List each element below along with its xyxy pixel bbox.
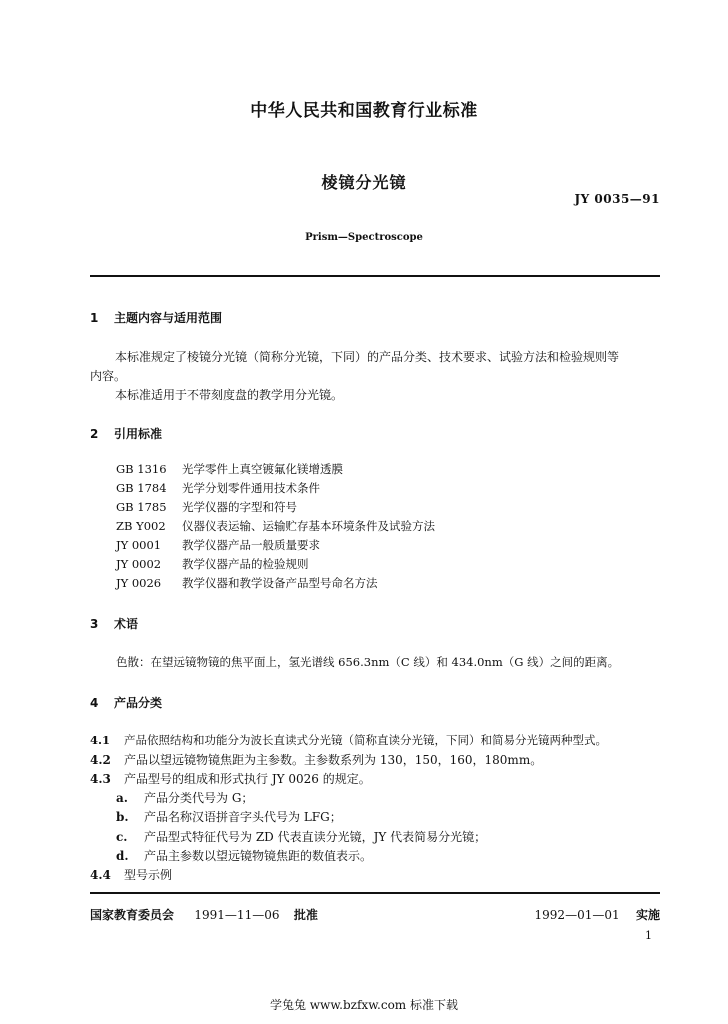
clause-4-1 <box>90 732 607 748</box>
clause-4-3-d <box>116 847 372 864</box>
section-title: 术语 <box>114 617 139 631</box>
clause-4-3 <box>90 770 371 787</box>
footer-rule <box>90 892 660 894</box>
reference-text: 教学仪器产品一般质量要求 <box>182 538 320 552</box>
section-number: 2 <box>90 427 99 441</box>
issue-label: 批准 <box>293 908 318 922</box>
standard-number: JY 0035—91 <box>574 192 660 206</box>
standard-category-title: 中华人民共和国教育行业标准 <box>250 101 478 121</box>
subclause-label: d. <box>116 849 129 863</box>
clause-number: 4.2 <box>90 753 111 767</box>
subclause-text: 产品主参数以望远镜物镜焦距的数值表示。 <box>144 849 373 863</box>
section-1-para-1-line-1: 本标准规定了棱镜分光镜（简称分光镜，下同）的产品分类、技术要求、试验方法和检验规则等 <box>115 350 620 364</box>
clause-text: 型号示例 <box>124 868 173 882</box>
reference-item <box>116 480 320 496</box>
reference-item <box>116 518 435 534</box>
clause-4-4 <box>90 866 172 883</box>
section-3-heading <box>90 615 138 632</box>
section-title: 引用标准 <box>114 427 163 441</box>
reference-code: GB 1316 <box>116 462 167 476</box>
section-title: 产品分类 <box>114 696 163 710</box>
section-1-heading <box>90 309 222 326</box>
document-title: 棱镜分光镜 <box>321 173 407 192</box>
reference-code: JY 0002 <box>116 557 162 571</box>
reference-text: 光学零件上真空镀氟化镁增透膜 <box>182 462 343 476</box>
section-1-para-1-line-2: 内容。 <box>90 369 127 383</box>
section-2-heading <box>90 425 162 442</box>
section-title: 主题内容与适用范围 <box>114 311 223 325</box>
reference-item <box>116 537 320 553</box>
issue-date: 1991—11—06 <box>194 908 280 922</box>
reference-item <box>116 499 297 515</box>
reference-item <box>116 461 343 477</box>
implementation-date: 1992—01—01 <box>534 908 620 922</box>
reference-code: JY 0001 <box>116 538 162 552</box>
subclause-label: c. <box>116 830 128 844</box>
subclause-text: 产品型式特征代号为 ZD 代表直读分光镜，JY 代表简易分光镜； <box>144 830 487 844</box>
clause-text: 产品依照结构和功能分为波长直读式分光镜（简称直读分光镜，下同）和简易分光镜两种型式。 <box>124 733 607 747</box>
subclause-label: a. <box>116 791 128 805</box>
implementation-label: 实施 <box>635 908 660 922</box>
issuer: 国家教育委员会 <box>90 908 175 922</box>
page-number: 1 <box>645 929 652 942</box>
subclause-text: 产品分类代号为 G； <box>144 791 254 805</box>
clause-text: 产品以望远镜物镜焦距为主参数。主参数系列为 130，150，160，180mm。 <box>124 753 543 767</box>
issue-line <box>90 906 318 923</box>
section-1-para-2: 本标准适用于不带刻度盘的教学用分光镜。 <box>115 388 344 402</box>
clause-number: 4.4 <box>90 868 111 882</box>
reference-item <box>116 556 309 572</box>
reference-text: 教学仪器产品的检验规则 <box>182 557 309 571</box>
reference-text: 仪器仪表运输、运输贮存基本环境条件及试验方法 <box>182 519 435 533</box>
term-definition: 色散：在望远镜物镜的焦平面上，氢光谱线 656.3nm（C 线）和 434.0nm（G 线）之间的距离。 <box>116 655 620 669</box>
clause-4-3-b <box>116 808 342 825</box>
clause-number: 4.3 <box>90 772 111 786</box>
reference-text: 光学仪器的字型和符号 <box>182 500 297 514</box>
reference-text: 教学仪器和教学设备产品型号命名方法 <box>182 576 378 590</box>
header-rule <box>90 275 660 277</box>
english-title: Prism—Spectroscope <box>305 232 423 243</box>
reference-code: GB 1785 <box>116 500 167 514</box>
clause-4-3-c <box>116 828 486 845</box>
section-number: 1 <box>90 311 99 325</box>
implementation-line <box>535 906 660 923</box>
section-number: 3 <box>90 617 99 631</box>
watermark-text: 学兔兔 www.bzfxw.com 标准下载 <box>269 998 459 1012</box>
clause-number: 4.1 <box>90 733 111 747</box>
subclause-text: 产品名称汉语拼音字头代号为 LFG； <box>144 810 342 824</box>
section-number: 4 <box>90 696 99 710</box>
clause-4-2 <box>90 751 542 768</box>
reference-code: JY 0026 <box>116 576 162 590</box>
clause-text: 产品型号的组成和形式执行 JY 0026 的规定。 <box>124 772 371 786</box>
subclause-label: b. <box>116 810 129 824</box>
reference-code: GB 1784 <box>116 481 167 495</box>
reference-item <box>116 575 378 591</box>
clause-4-3-a <box>116 789 253 806</box>
reference-text: 光学分划零件通用技术条件 <box>182 481 320 495</box>
section-4-heading <box>90 694 162 711</box>
reference-code: ZB Y002 <box>116 519 166 533</box>
